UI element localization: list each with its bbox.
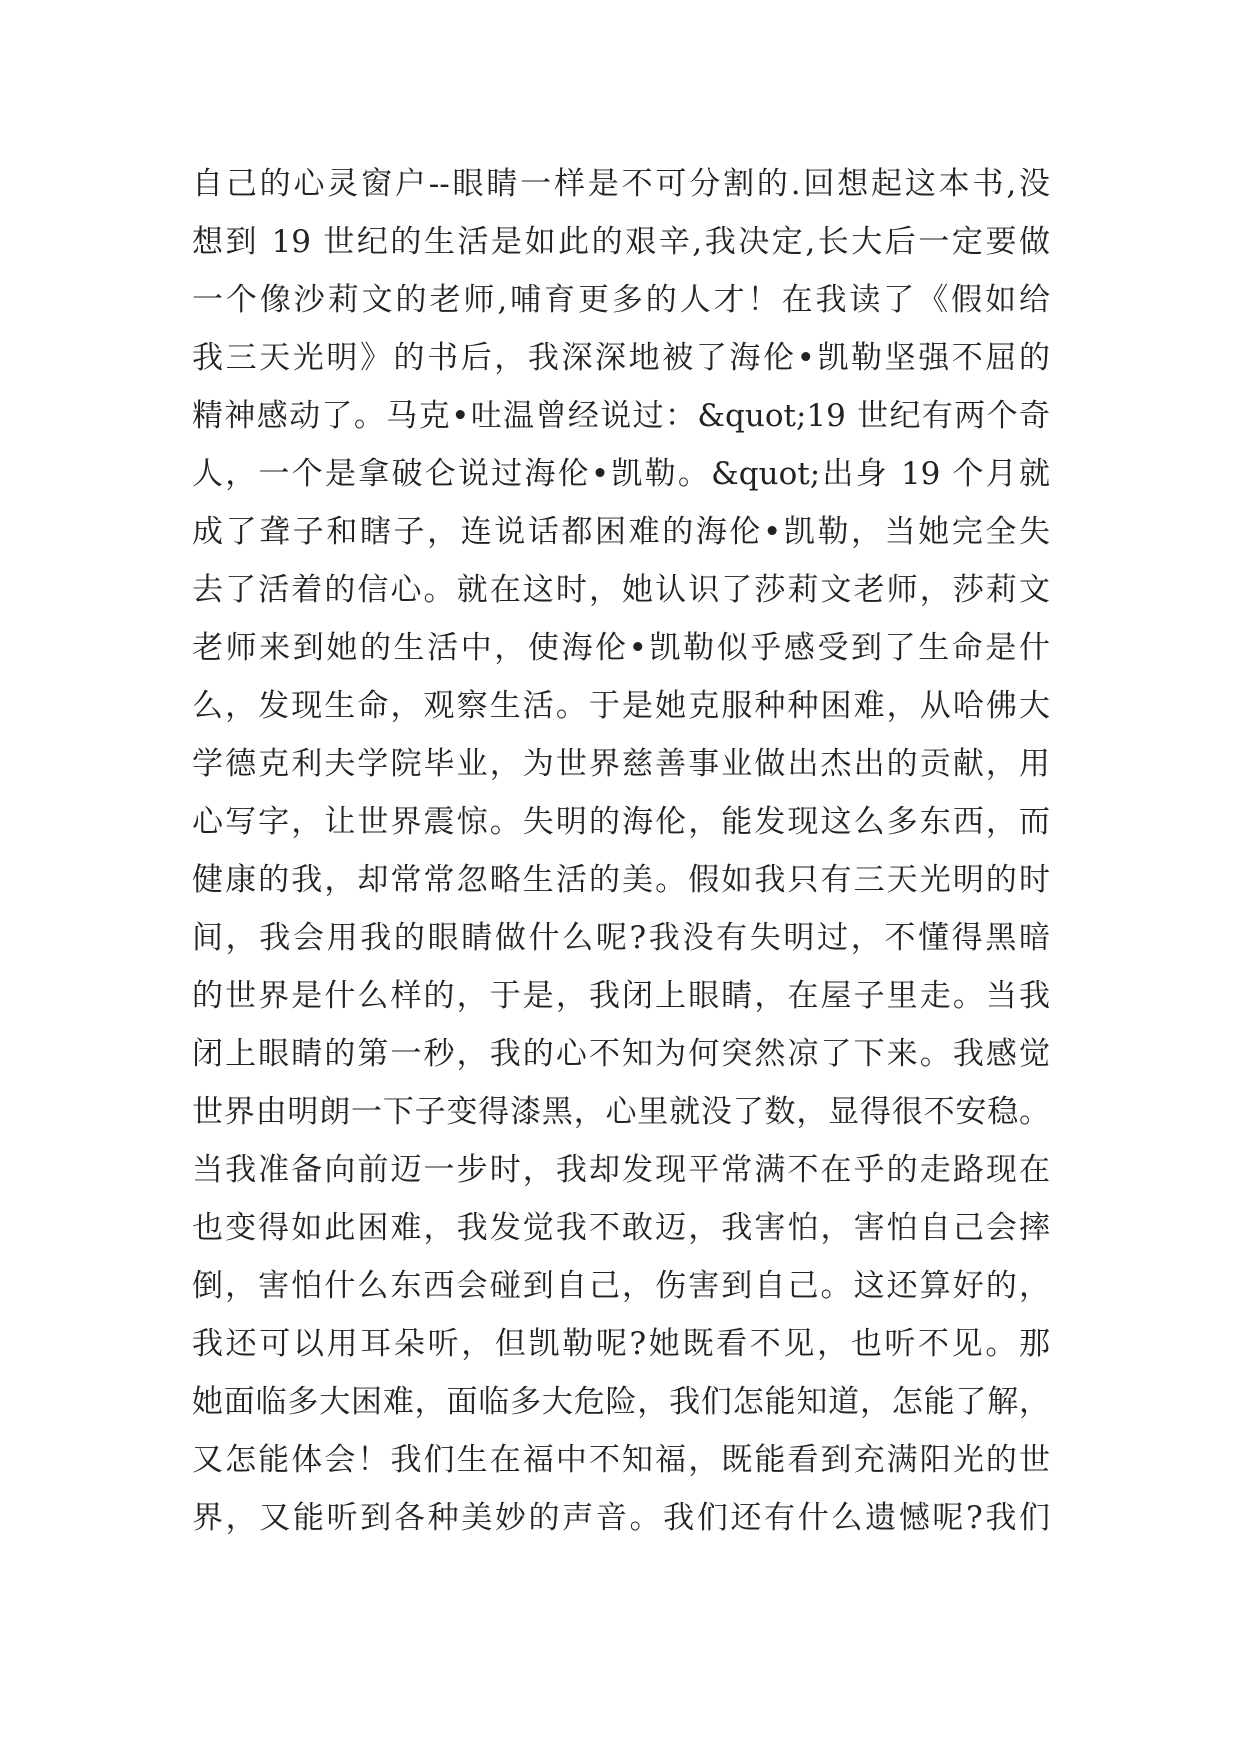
- text-line: 闭上眼睛的第一秒，我的心不知为何突然凉了下来。我感觉: [192, 1036, 1050, 1072]
- text-line: 想到 19 世纪的生活是如此的艰辛,我决定,长大后一定要做: [192, 224, 1050, 260]
- body-text: [192, 155, 1050, 1547]
- text-line: 也变得如此困难，我发觉我不敢迈，我害怕，害怕自己会摔: [192, 1210, 1050, 1246]
- text-line: 学德克利夫学院毕业，为世界慈善事业做出杰出的贡献，用: [192, 746, 1050, 782]
- text-line: 我三天光明》的书后，我深深地被了海伦•凯勒坚强不屈的: [192, 340, 1050, 376]
- text-line: 间，我会用我的眼睛做什么呢?我没有失明过，不懂得黑暗: [192, 920, 1050, 956]
- text-line: 精神感动了。马克•吐温曾经说过：&quot;19 世纪有两个奇: [192, 398, 1050, 434]
- text-line: 去了活着的信心。就在这时，她认识了莎莉文老师，莎莉文: [192, 572, 1050, 608]
- text-line: 人，一个是拿破仑说过海伦•凯勒。&quot;出身 19 个月就: [192, 456, 1050, 492]
- text-line: 的世界是什么样的，于是，我闭上眼睛，在屋子里走。当我: [192, 978, 1050, 1014]
- text-line: 成了聋子和瞎子，连说话都困难的海伦•凯勒，当她完全失: [192, 514, 1050, 550]
- text-line: 自己的心灵窗户--眼睛一样是不可分割的.回想起这本书,没: [192, 166, 1050, 202]
- text-line: 健康的我，却常常忽略生活的美。假如我只有三天光明的时: [192, 862, 1050, 898]
- text-line: 么，发现生命，观察生活。于是她克服种种困难，从哈佛大: [192, 688, 1050, 724]
- text-line: 心写字，让世界震惊。失明的海伦，能发现这么多东西，而: [192, 804, 1050, 840]
- text-line: 界，又能听到各种美妙的声音。我们还有什么遗憾呢?我们: [192, 1500, 1050, 1536]
- text-line: 一个像沙莉文的老师,哺育更多的人才！在我读了《假如给: [192, 282, 1050, 318]
- text-line: 倒，害怕什么东西会碰到自己，伤害到自己。这还算好的，: [192, 1268, 1050, 1304]
- text-line: 她面临多大困难，面临多大危险，我们怎能知道，怎能了解，: [192, 1384, 1050, 1420]
- text-line: 当我准备向前迈一步时，我却发现平常满不在乎的走路现在: [192, 1152, 1050, 1188]
- text-line: 我还可以用耳朵听，但凯勒呢?她既看不见，也听不见。那: [192, 1326, 1050, 1362]
- text-line: 老师来到她的生活中，使海伦•凯勒似乎感受到了生命是什: [192, 630, 1050, 666]
- text-line: 世界由明朗一下子变得漆黑，心里就没了数，显得很不安稳。: [192, 1094, 1050, 1130]
- text-line: 又怎能体会！我们生在福中不知福，既能看到充满阳光的世: [192, 1442, 1050, 1478]
